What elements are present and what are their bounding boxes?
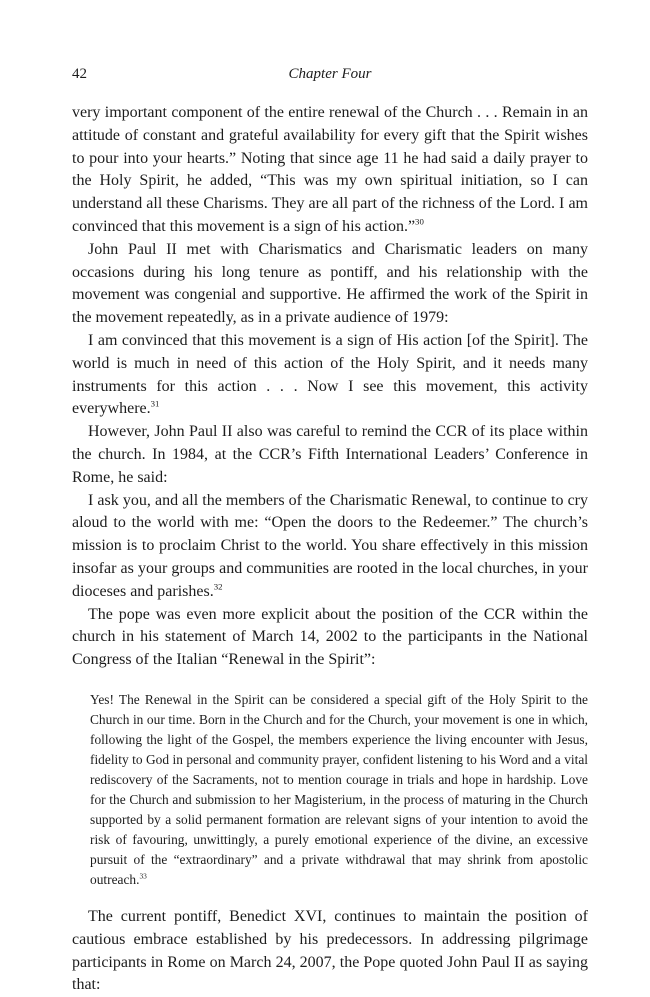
paragraph-quotation: I ask you, and all the members of the Charismatic Renewal, to continue to cry aloud to the world with me: “Open the doors to the Redeemer.” The church’s mission is to proclaim Christ to the world. You share effectively in this mission insofar as your groups and communities are rooted in the local churches, in your dioceses and parishes.$^{32}$	[72, 491, 588, 600]
paragraph: The current pontiff, Benedict XVI, continues to maintain the position of cautious embrace established by his predecessors. In addressing pilgrimage participants in Rome on March 24, 2007, the Pope quoted John Paul II as saying that:	[72, 907, 588, 994]
footnote-marker: 31	[150, 399, 160, 410]
body-text	[72, 102, 588, 997]
paragraph: John Paul II met with Charismatics and Charismatic leaders on many occasions during his long tenure as pontiff, and his relationship with the movement was congenial and supportive. He affirmed the work of the Spirit in the movement repeatedly, as in a private audience of 1979:	[72, 240, 588, 327]
paragraph-quotation: I am convinced that this movement is a sign of His action [of the Spirit]. The world is much in need of this action of the Holy Spirit, and it needs many instruments for this action . . . Now I see this movement, this activity everywhere.$^{31}$	[72, 331, 588, 418]
paragraph: However, John Paul II also was careful to remind the CCR of its place within the church. In 1984, at the CCR’s Fifth International Leaders’ Conference in Rome, he said:	[72, 423, 588, 486]
running-header	[72, 66, 588, 88]
block-quote: Yes! The Renewal in the Spirit can be considered a special gift of the Holy Spirit to the Church in our time. Born in the Church and for the Church, your movement is one in which, following the light of the Gospel, the members experience the living encounter with Jesus, fidelity to God in personal and community prayer, confident listening to his Word and a vital rediscovery of the Sacraments, not to mention courage in trials and hope in hardship. Love for the Church and submission to her Magisterium, in the process of maturing in the Church supported by a solid permanent formation are relevant signs of your intention to avoid the risk of favouring, unwittingly, a purely emotional experience of the divine, an excessive pursuit of the “extraordinary” and a private withdrawal that may shrink from apostolic outreach.$^{33}$	[90, 691, 588, 887]
paragraph-continued: very important component of the entire renewal of the Church . . . Remain in an attitude of constant and grateful availability for every gift that the Spirit wishes to pour into your hearts.” Noting that since age 11 he had said a daily prayer to the Holy Spirit, he added, “This was my own spiritual initiation, so I can understand all these Charisms. They are all part of the richness of the Lord. I am convinced that this movement is a sign of his action.”$^{30}$	[72, 104, 588, 235]
footnote-marker: 32	[213, 581, 223, 592]
book-page	[72, 66, 588, 997]
chapter-title: Chapter Four	[288, 66, 372, 82]
footnote-marker: 30	[415, 216, 424, 227]
footnote-marker: 33	[139, 871, 147, 881]
paragraph: The pope was even more explicit about the position of the CCR within the church in his statement of March 14, 2002 to the participants in the National Congress of the Italian “Renewal in the Spirit”:	[72, 605, 588, 669]
page-number: 42	[72, 66, 87, 82]
